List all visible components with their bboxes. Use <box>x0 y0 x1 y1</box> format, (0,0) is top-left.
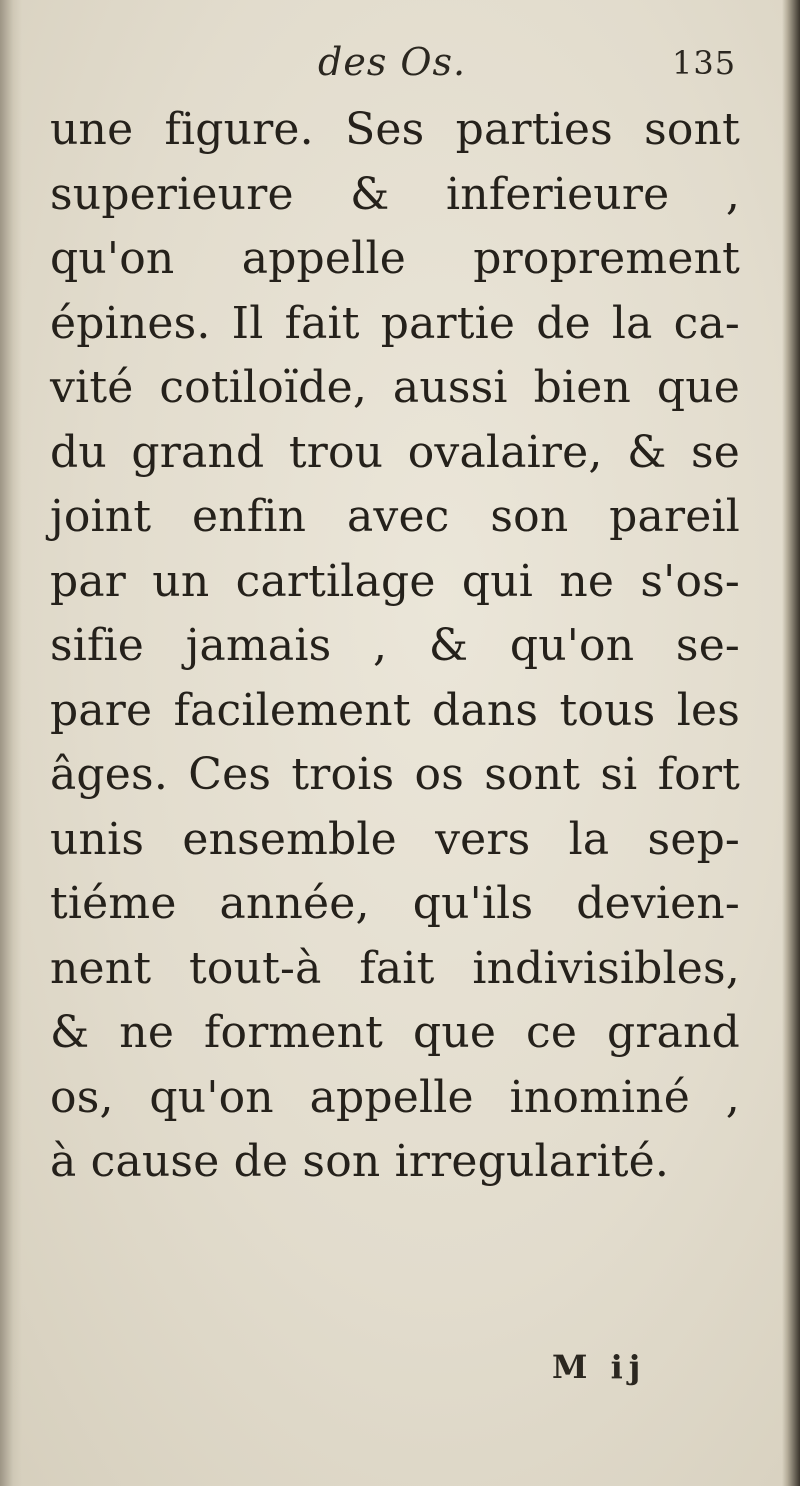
text-line: pare facilement dans tous les <box>50 684 740 736</box>
page-header <box>0 34 800 94</box>
text-line: qu'on appelle proprement <box>50 233 740 284</box>
text-line: épines. Il fait partie de la ca- <box>50 297 740 349</box>
text-line: à cause de son irregularité. <box>50 1136 670 1187</box>
text-line: vité cotiloïde, aussi bien que <box>50 362 740 413</box>
text-line: sifie jamais , & qu'on se- <box>50 620 740 671</box>
text-line: nent tout-à fait indivisibles, <box>50 942 740 994</box>
text-line: joint enfin avec son pareil <box>50 491 740 542</box>
text-line: superieure & inferieure , <box>50 168 740 220</box>
running-title: des Os. <box>318 40 467 84</box>
text-line: du grand trou ovalaire, & se <box>50 426 740 478</box>
text-line: âges. Ces trois os sont si fort <box>50 749 740 800</box>
text-line: par un cartilage qui ne s'os- <box>50 555 740 607</box>
text-line: une figure. Ses parties sont <box>50 104 740 155</box>
body-text <box>50 98 740 1195</box>
text-line: os, qu'on appelle inominé , <box>50 1071 740 1123</box>
text-line: unis ensemble vers la sep- <box>50 813 740 865</box>
signature-mark: M ij <box>552 1348 647 1386</box>
text-line: & ne forment que ce grand <box>50 1007 740 1058</box>
text-line: tiéme année, qu'ils devien- <box>50 878 740 929</box>
page-number: 135 <box>672 44 737 82</box>
